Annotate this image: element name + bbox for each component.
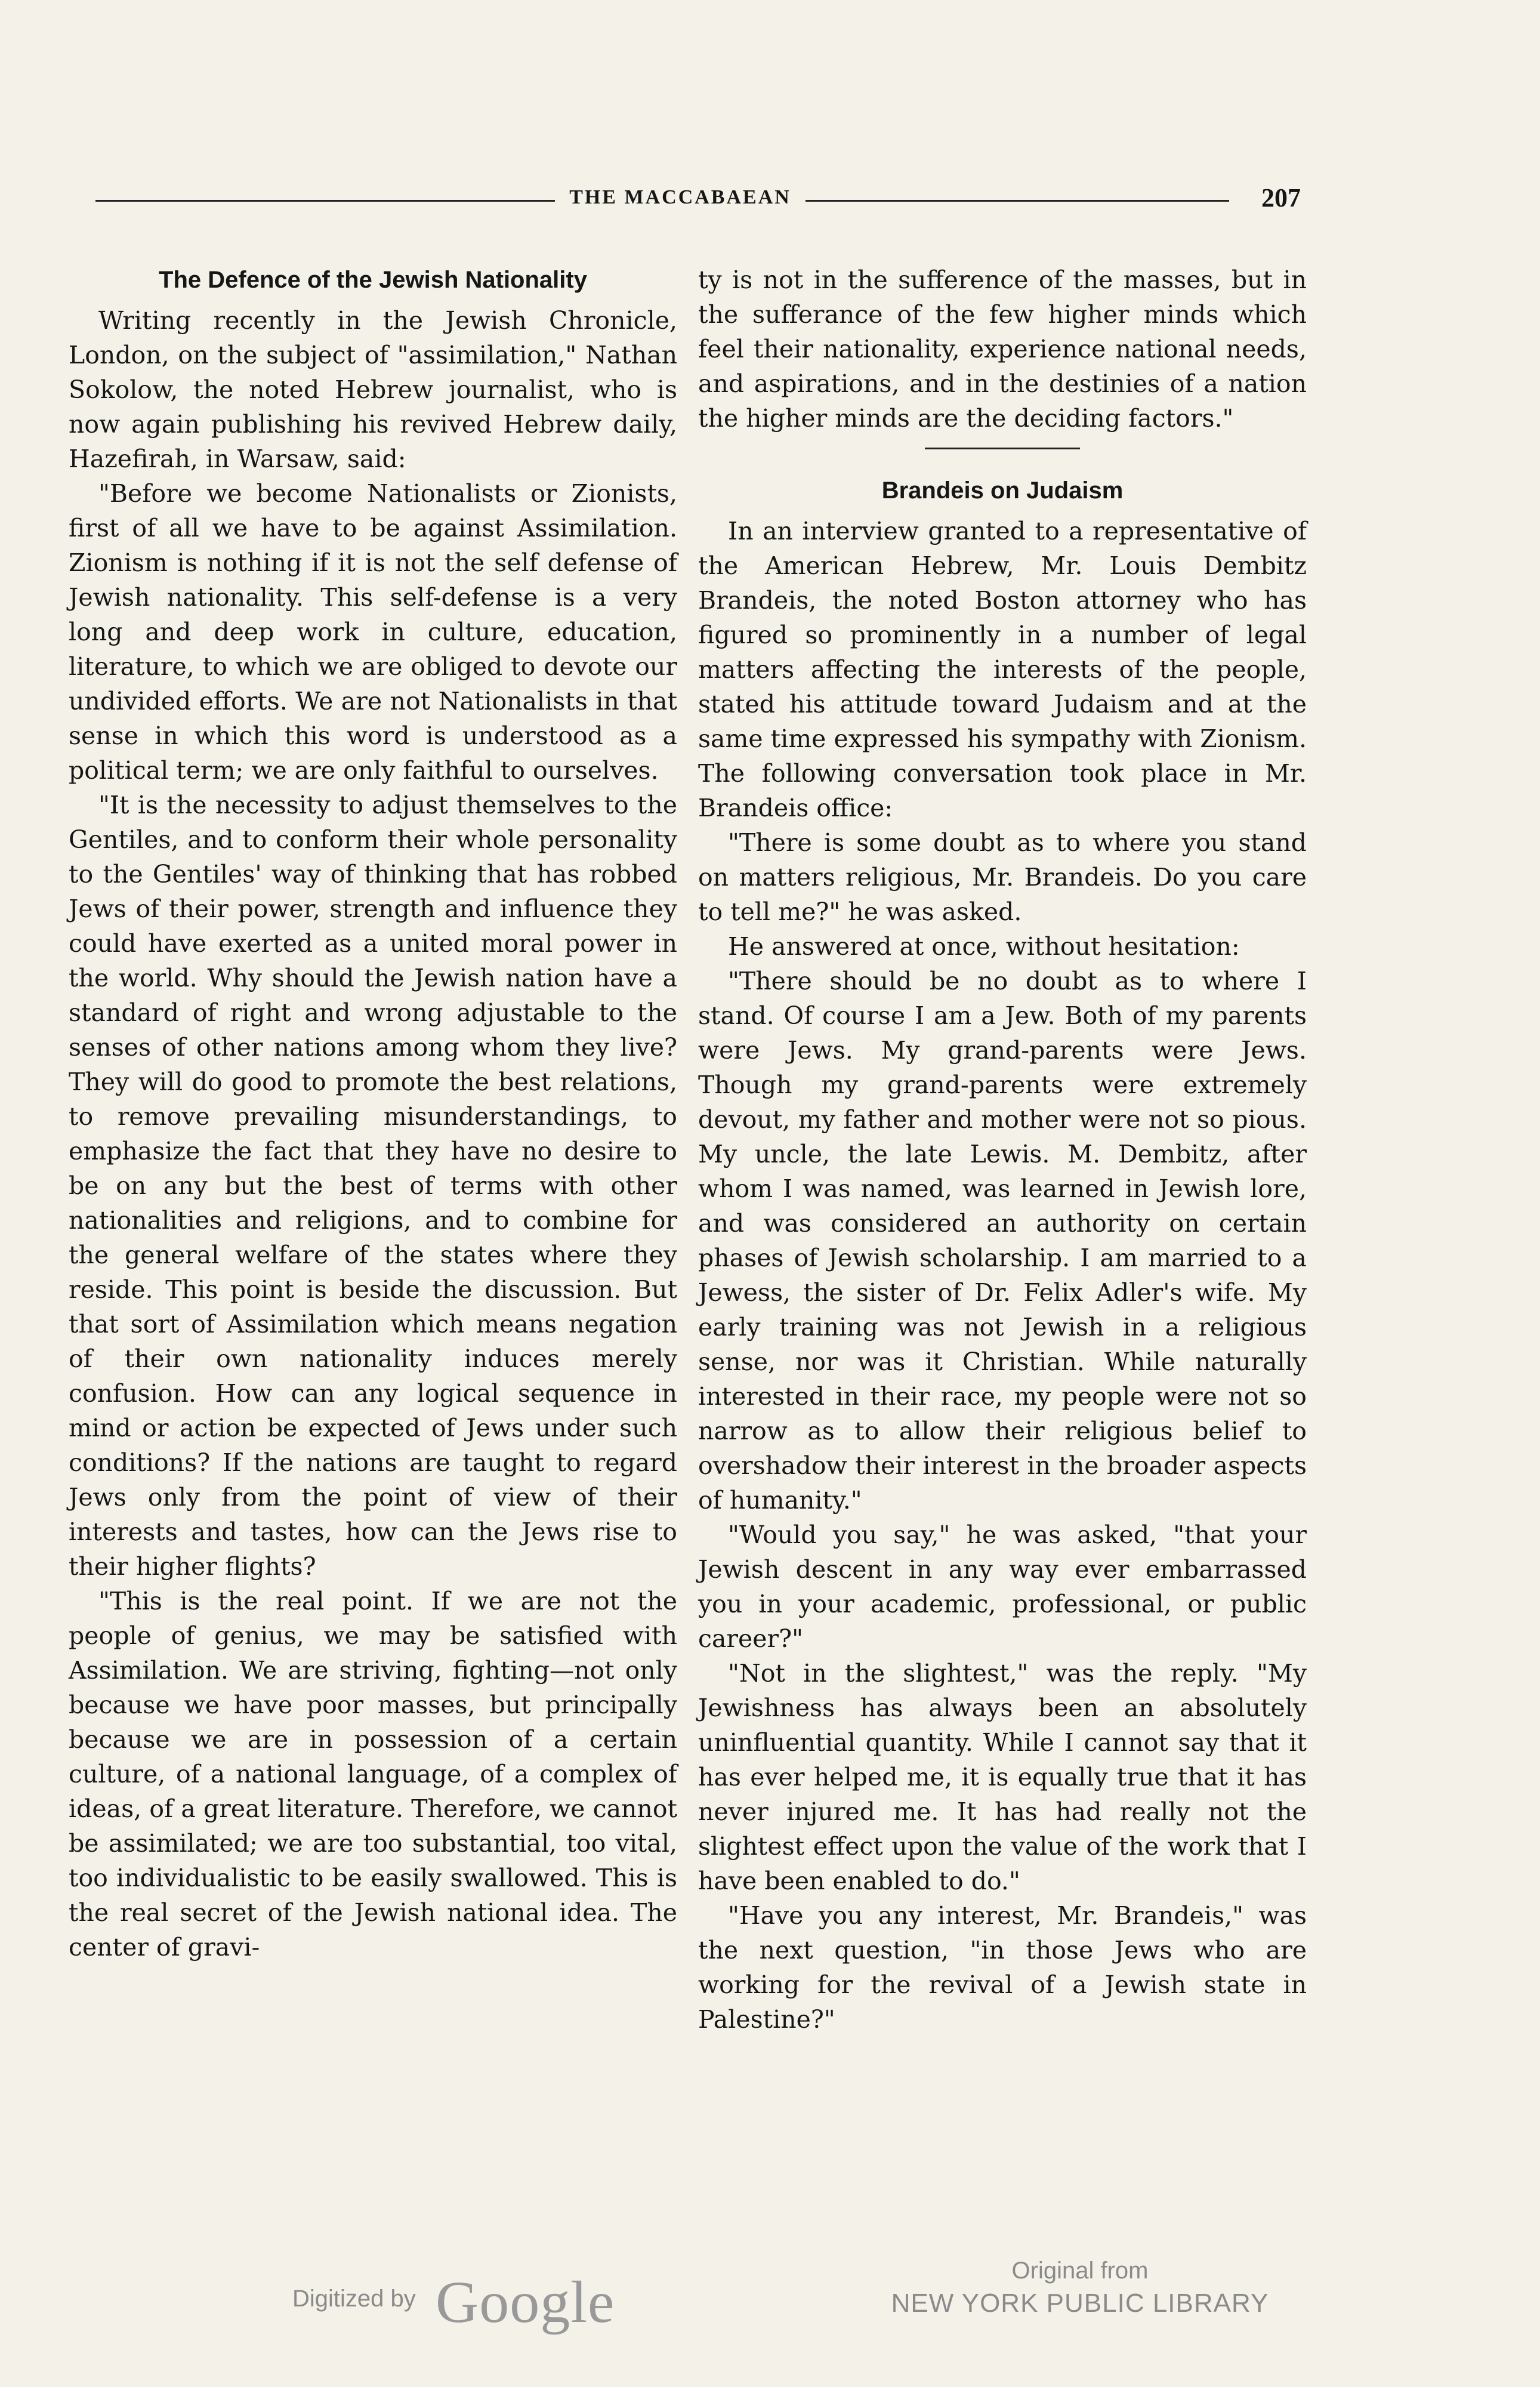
paragraph: In an interview granted to a representative of the American Hebrew, Mr. Louis Dembitz Brandeis, the noted Boston attorney who has figured so prominently in a number of legal matters affecting the interests of the people, stated his attitude toward Judaism and at the same time expressed his sympathy with Zionism. The following conversation took place in Mr. Brandeis office: — [698, 517, 1307, 822]
left-column — [69, 263, 677, 1965]
running-head: THE MACCABAEAN — [555, 186, 806, 209]
paragraph: "It is the necessity to adjust themselves to the Gentiles, and to conform their whole personality to the Gentiles' way of thinking that has robbed Jews of their power, strength and influence they could have exerted as a united moral power in the world. Why should the Jewish nation have a standard of right and wrong adjustable to the senses of other nations among whom they live? They will do good to promote the best relations, to remove prevailing misunderstandings, to emphasize the fact that they have no desire to be on any but the best of terms with other nationalities and religions, and to combine for the general welfare of the states where they reside. This point is beside the discussion. But that sort of Assimilation which means negation of their own nationality induces merely confusion. How can any logical sequence in mind or action be expected of Jews under such conditions? If the nations are taught to regard Jews only from the point of view of their interests and tastes, how can the Jews rise to their higher flights? — [69, 791, 677, 1581]
paragraph: "This is the real point. If we are not the people of genius, we may be satisfied with Assimilation. We are striving, fighting—not only because we have poor masses, but principally because we are in possession of a certain culture, of a national language, of a complex of ideas, of a great literature. Therefore, we cannot be assimilated; we are too substantial, too vital, too individualistic to be easily swallowed. This is the real secret of the Jewish national idea. The center of gravi- — [69, 1587, 677, 1962]
left-section-heading: The Defence of the Jewish Nationality — [159, 267, 587, 293]
right-column-body — [698, 514, 1307, 2037]
continuation-paragraph: ty is not in the sufference of the masses, but in the sufferance of the few higher minds which feel their nationality, experience national needs, and aspirations, and in the destinies of a nation the higher minds are the deciding factors." — [698, 266, 1307, 433]
left-column-text — [69, 303, 677, 1965]
right-column-text — [698, 263, 1307, 436]
original-from-label: Original from — [1011, 2258, 1149, 2284]
paragraph: "Would you say," he was asked, "that your Jewish descent in any way ever embarrassed you in your academic, professional, or public career?" — [698, 1521, 1307, 1653]
section-divider — [925, 448, 1080, 449]
page-number: 207 — [1229, 183, 1301, 213]
paragraph: "Have you any interest, Mr. Brandeis," was the next question, "in those Jews who are working for the revival of a Jewish state in Palestine?" — [698, 1901, 1307, 2034]
google-logo: Google — [436, 2269, 615, 2335]
right-section-heading: Brandeis on Judaism — [881, 477, 1124, 504]
right-column — [698, 263, 1307, 2037]
library-name: NEW YORK PUBLIC LIBRARY — [891, 2289, 1269, 2318]
paragraph: "Not in the slightest," was the reply. "My Jewishness has always been an absolutely uninfluential quantity. While I cannot say that it has ever helped me, it is equally true that it has never injured me. It has had really not the slightest effect upon the value of the work that I have been enabled to do." — [698, 1659, 1307, 1895]
original-from-block — [871, 2255, 1289, 2320]
paragraph: "There is some doubt as to where you stand on matters religious, Mr. Brandeis. Do you care to tell me?" he was asked. — [698, 828, 1307, 926]
paragraph: "There should be no doubt as to where I stand. Of course I am a Jew. Both of my parents were Jews. My grand-parents were Jews. Though my grand-parents were extremely devout, my father and mother were not so pious. My uncle, the late Lewis. M. Dembitz, after whom I was named, was learned in Jewish lore, and was considered an authority on certain phases of Jewish scholarship. I am married to a Jewess, the sister of Dr. Felix Adler's wife. My early training was not Jewish in a religious sense, nor was it Christian. While naturally interested in their race, my people were not so narrow as to allow their religious belief to overshadow their interest in the broader aspects of humanity." — [698, 967, 1307, 1515]
paragraph: He answered at once, without hesitation: — [728, 932, 1240, 961]
paragraph: Writing recently in the Jewish Chronicle, London, on the subject of "assimilation," Nathan Sokolow, the noted Hebrew journalist, who is now again publishing his revived Hebrew daily, Hazefirah, in Warsaw, said: — [69, 306, 677, 473]
digitized-by-label: Digitized by — [292, 2286, 416, 2312]
paragraph: "Before we become Nationalists or Zionists, first of all we have to be against Assimilation. Zionism is nothing if it is not the self defense of Jewish nationality. This self-defense is a very long and deep work in culture, education, literature, to which we are obliged to devote our undivided efforts. We are not Nationalists in that sense in which this word is understood as a political term; we are only faithful to ourselves. — [69, 479, 677, 785]
